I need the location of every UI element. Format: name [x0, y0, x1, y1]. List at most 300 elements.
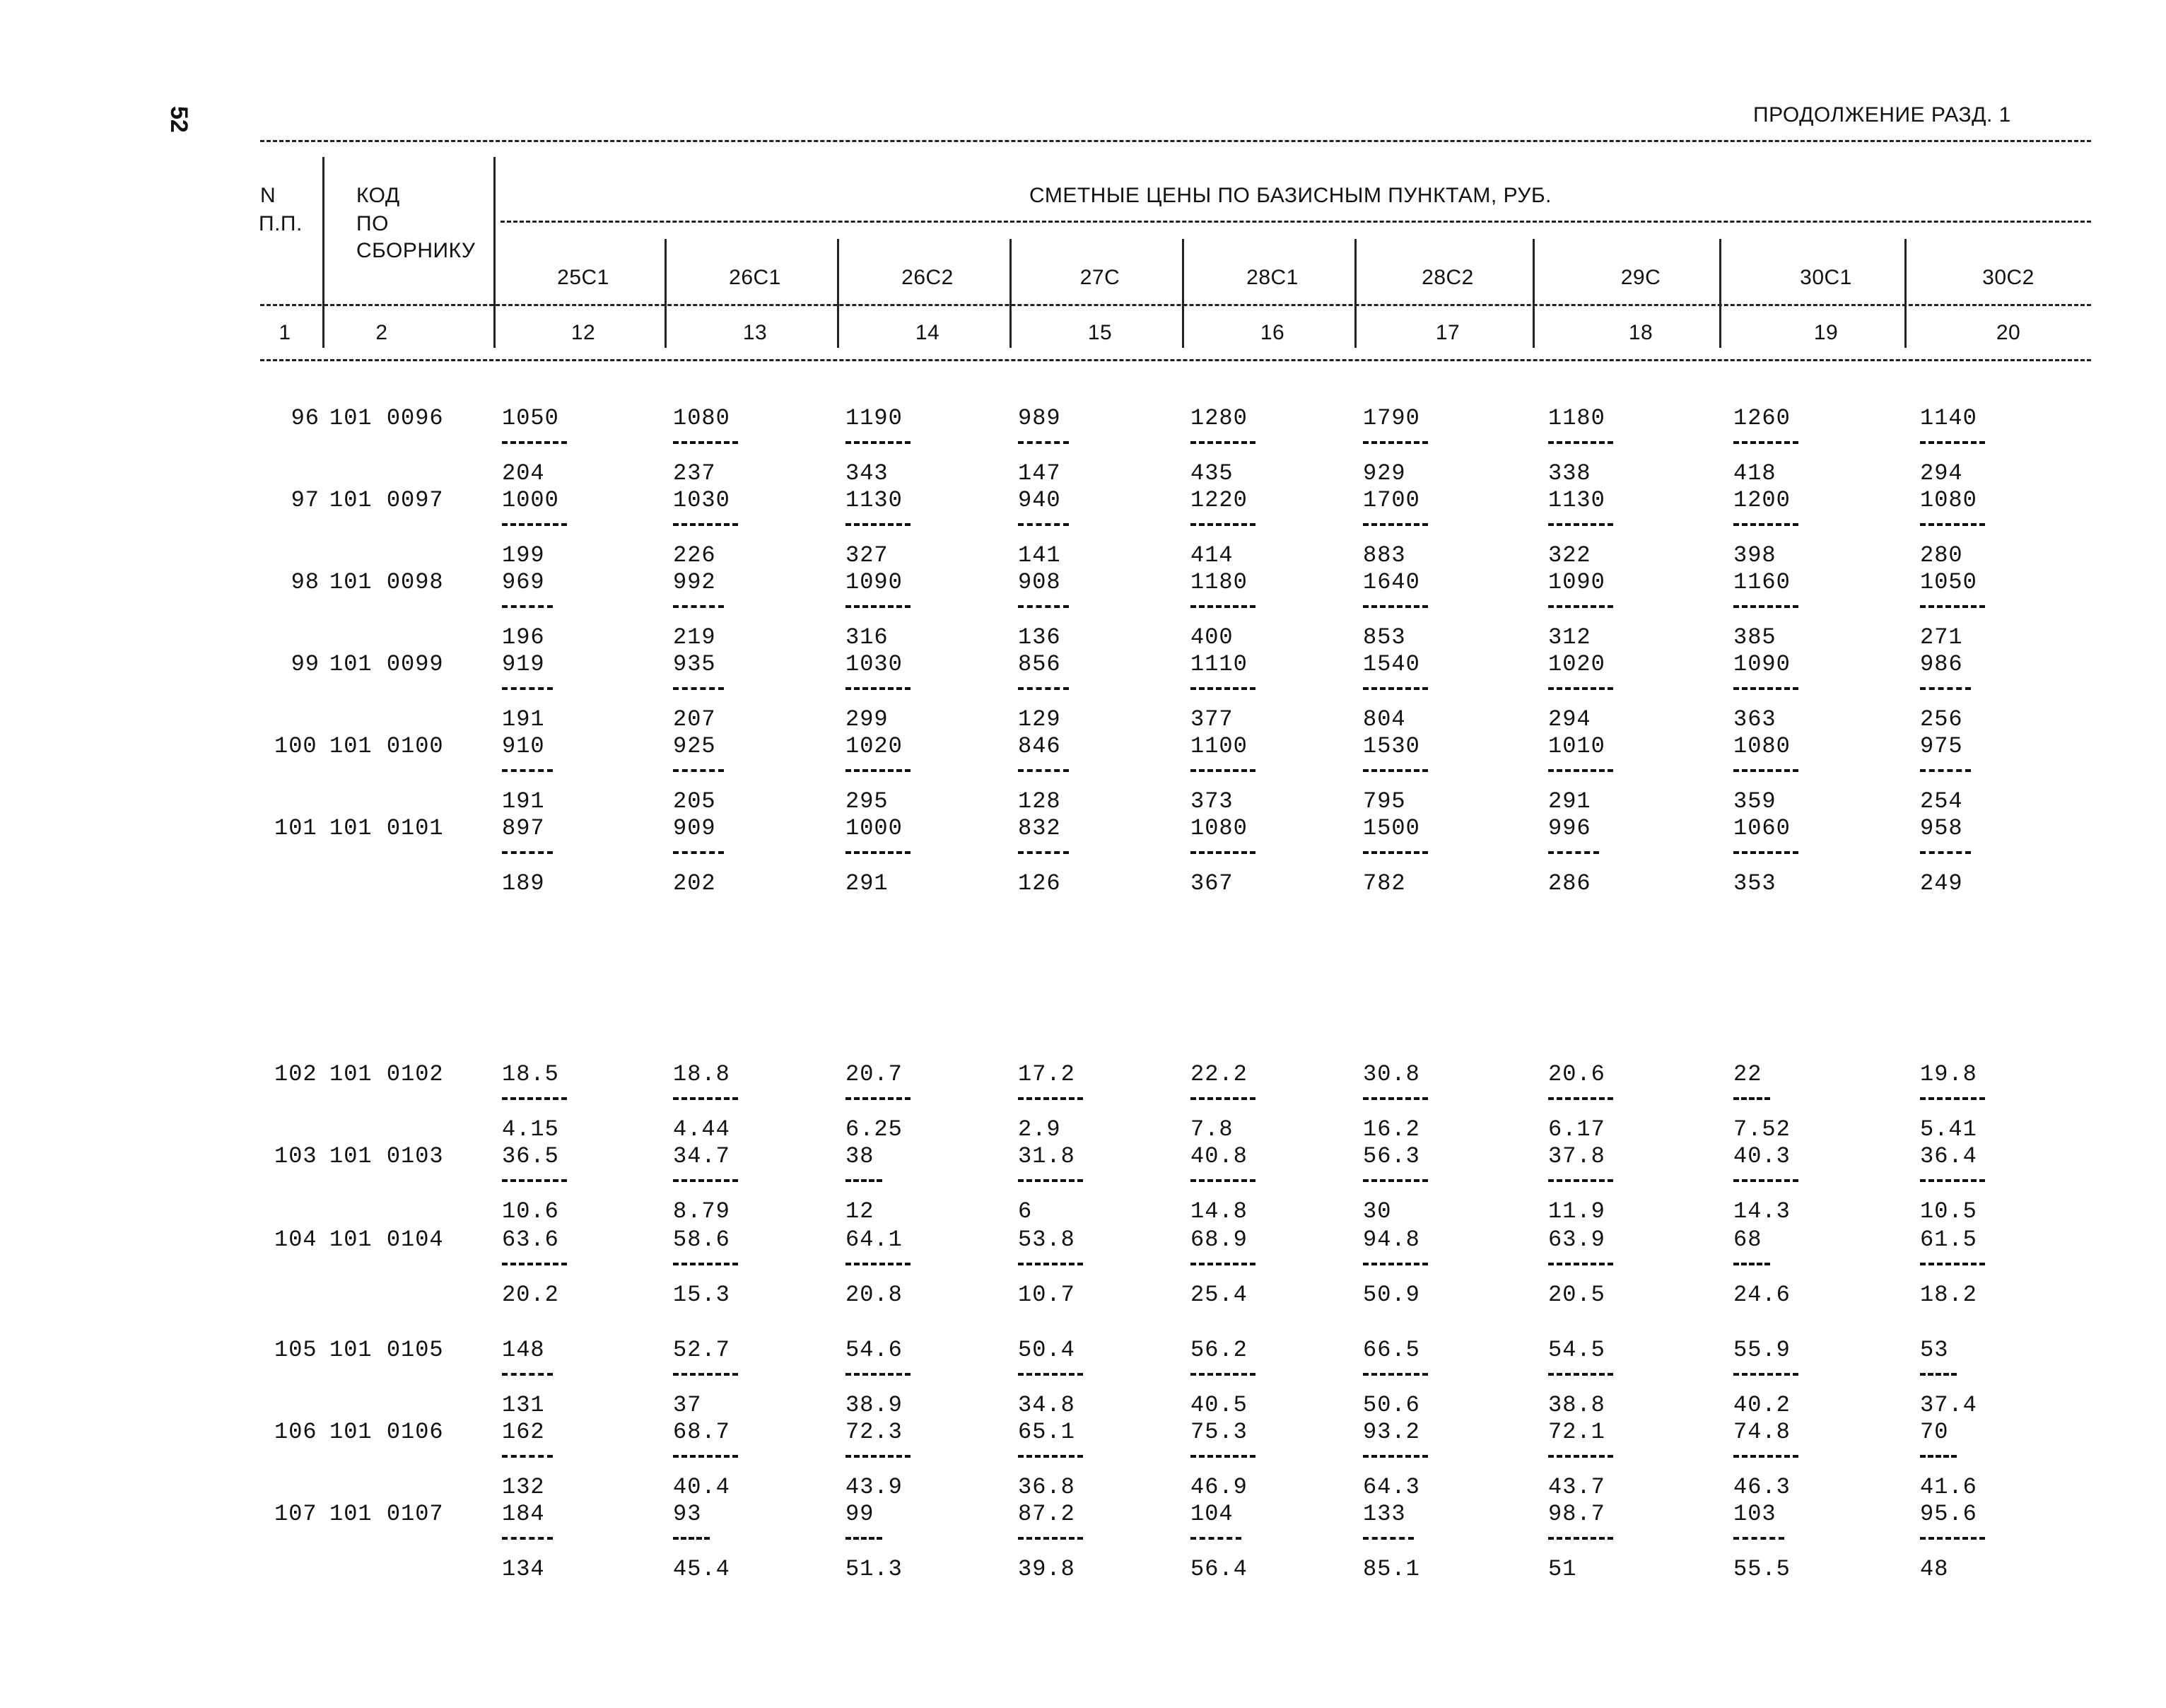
price-numerator: 1540	[1363, 651, 1420, 677]
price-numerator: 1020	[1548, 651, 1605, 677]
price-numerator: 1080	[673, 405, 730, 431]
fraction-bar	[502, 523, 567, 526]
price-numerator: 20.7	[845, 1061, 903, 1087]
price-denominator: 38.8	[1548, 1392, 1605, 1418]
fraction-bar	[502, 605, 553, 608]
price-numerator: 1030	[845, 651, 903, 677]
fraction-bar	[1363, 523, 1428, 526]
price-numerator: 40.3	[1733, 1143, 1791, 1169]
price-numerator: 52.7	[673, 1337, 730, 1363]
header-rule-bottom	[260, 359, 2091, 361]
header-no-line2: П.П.	[259, 212, 303, 235]
price-numerator: 68.7	[673, 1419, 730, 1445]
price-denominator: 46.9	[1190, 1474, 1248, 1500]
price-numerator: 66.5	[1363, 1337, 1420, 1363]
price-denominator: 56.4	[1190, 1556, 1248, 1582]
price-denominator: 418	[1733, 460, 1776, 486]
fraction-bar	[1733, 441, 1798, 444]
fraction-bar	[1363, 769, 1428, 772]
price-numerator: 93.2	[1363, 1419, 1420, 1445]
fraction-bar	[845, 1373, 911, 1376]
price-numerator: 1010	[1548, 733, 1605, 759]
fraction-bar	[1548, 1179, 1613, 1182]
price-numerator: 95.6	[1920, 1501, 1977, 1527]
fraction-bar	[1548, 851, 1599, 854]
fraction-bar	[1018, 1373, 1083, 1376]
price-denominator: 131	[502, 1392, 545, 1418]
fraction-bar	[1733, 851, 1798, 854]
price-numerator: 64.1	[845, 1227, 903, 1253]
price-numerator: 1080	[1190, 815, 1248, 841]
price-denominator: 202	[673, 870, 716, 896]
price-numerator: 1100	[1190, 733, 1248, 759]
price-denominator: 373	[1190, 788, 1234, 814]
price-numerator: 1180	[1548, 405, 1605, 431]
section-continuation-note: ПРОДОЛЖЕНИЕ РАЗД. 1	[1753, 103, 2011, 127]
price-numerator: 1140	[1920, 405, 1977, 431]
column-number-1: 1	[279, 321, 291, 344]
fraction-bar	[845, 523, 911, 526]
price-denominator: 254	[1920, 788, 1963, 814]
price-numerator: 87.2	[1018, 1501, 1075, 1527]
fraction-bar	[1190, 851, 1255, 854]
fraction-bar	[1363, 1537, 1414, 1540]
fraction-bar	[1733, 1537, 1784, 1540]
fraction-bar	[502, 1455, 553, 1458]
row-number: 107	[274, 1501, 317, 1527]
price-numerator: 1640	[1363, 569, 1420, 595]
price-numerator: 1260	[1733, 405, 1791, 431]
price-denominator: 141	[1018, 542, 1061, 568]
column-divider	[665, 239, 667, 348]
price-denominator: 10.5	[1920, 1198, 1977, 1224]
price-numerator: 18.5	[502, 1061, 559, 1087]
fraction-bar	[1548, 687, 1613, 690]
price-numerator: 909	[673, 815, 716, 841]
column-number-20: 20	[1996, 321, 2021, 344]
price-denominator: 147	[1018, 460, 1061, 486]
price-denominator: 6.25	[845, 1116, 903, 1142]
price-denominator: 37	[673, 1392, 702, 1418]
price-numerator: 919	[502, 651, 545, 677]
price-numerator: 1500	[1363, 815, 1420, 841]
price-denominator: 41.6	[1920, 1474, 1977, 1500]
fraction-bar	[673, 769, 724, 772]
price-denominator: 55.5	[1733, 1556, 1791, 1582]
row-number: 96	[291, 405, 320, 431]
column-code-28С2: 28С2	[1422, 266, 1474, 289]
price-numerator: 969	[502, 569, 545, 595]
price-numerator: 56.3	[1363, 1143, 1420, 1169]
fraction-bar	[845, 1455, 911, 1458]
fraction-bar	[1920, 851, 1971, 854]
fraction-bar	[1363, 1097, 1428, 1100]
price-numerator: 63.6	[502, 1227, 559, 1253]
fraction-bar	[673, 1179, 738, 1182]
header-no-line1: N	[260, 184, 276, 207]
fraction-bar	[1548, 1537, 1613, 1540]
price-denominator: 128	[1018, 788, 1061, 814]
price-denominator: 291	[845, 870, 889, 896]
column-number-12: 12	[570, 321, 596, 344]
price-denominator: 46.3	[1733, 1474, 1791, 1500]
price-denominator: 316	[845, 624, 889, 650]
price-denominator: 359	[1733, 788, 1776, 814]
price-numerator: 72.1	[1548, 1419, 1605, 1445]
column-number-15: 15	[1087, 321, 1113, 344]
fraction-bar	[502, 1097, 567, 1100]
fraction-bar	[1733, 687, 1798, 690]
row-number: 100	[274, 733, 317, 759]
price-numerator: 74.8	[1733, 1419, 1791, 1445]
price-numerator: 1020	[845, 733, 903, 759]
fraction-bar	[1920, 1373, 1957, 1376]
price-numerator: 19.8	[1920, 1061, 1977, 1087]
price-numerator: 1050	[502, 405, 559, 431]
fraction-bar	[1190, 605, 1255, 608]
price-numerator: 65.1	[1018, 1419, 1075, 1445]
price-denominator: 134	[502, 1556, 545, 1582]
fraction-bar	[1733, 769, 1798, 772]
price-denominator: 191	[502, 706, 545, 732]
price-denominator: 883	[1363, 542, 1406, 568]
column-number-18: 18	[1628, 321, 1653, 344]
header-code-line2: ПО	[356, 212, 389, 235]
price-denominator: 5.41	[1920, 1116, 1977, 1142]
price-denominator: 343	[845, 460, 889, 486]
price-numerator: 20.6	[1548, 1061, 1605, 1087]
header-code-line1: КОД	[356, 184, 400, 207]
price-numerator: 63.9	[1548, 1227, 1605, 1253]
fraction-bar	[1920, 523, 1985, 526]
price-numerator: 93	[673, 1501, 702, 1527]
price-denominator: 804	[1363, 706, 1406, 732]
price-numerator: 22.2	[1190, 1061, 1248, 1087]
fraction-bar	[1363, 687, 1428, 690]
price-denominator: 7.52	[1733, 1116, 1791, 1142]
column-number-14: 14	[915, 321, 940, 344]
price-numerator: 103	[1733, 1501, 1776, 1527]
fraction-bar	[845, 851, 911, 854]
fraction-bar	[1920, 605, 1985, 608]
price-denominator: 30	[1363, 1198, 1392, 1224]
fraction-bar	[502, 769, 553, 772]
row-number: 102	[274, 1061, 317, 1087]
price-denominator: 51	[1548, 1556, 1577, 1582]
price-numerator: 1110	[1190, 651, 1248, 677]
fraction-bar	[502, 1373, 553, 1376]
price-denominator: 435	[1190, 460, 1234, 486]
fraction-bar	[673, 851, 724, 854]
row-code: 101 0097	[329, 487, 444, 513]
price-numerator: 986	[1920, 651, 1963, 677]
price-denominator: 38.9	[845, 1392, 903, 1418]
price-numerator: 54.5	[1548, 1337, 1605, 1363]
price-denominator: 48	[1920, 1556, 1949, 1582]
price-numerator: 1000	[502, 487, 559, 513]
fraction-bar	[1920, 1455, 1957, 1458]
price-numerator: 1700	[1363, 487, 1420, 513]
price-denominator: 385	[1733, 624, 1776, 650]
price-denominator: 219	[673, 624, 716, 650]
price-denominator: 327	[845, 542, 889, 568]
fraction-bar	[1018, 1097, 1083, 1100]
price-denominator: 338	[1548, 460, 1591, 486]
fraction-bar	[673, 523, 738, 526]
price-denominator: 40.5	[1190, 1392, 1248, 1418]
price-numerator: 1160	[1733, 569, 1791, 595]
fraction-bar	[845, 687, 911, 690]
price-numerator: 1190	[845, 405, 903, 431]
price-denominator: 4.44	[673, 1116, 730, 1142]
price-denominator: 7.8	[1190, 1116, 1234, 1142]
fraction-bar	[1733, 1263, 1770, 1265]
column-number-2: 2	[375, 321, 388, 344]
price-denominator: 6.17	[1548, 1116, 1605, 1142]
fraction-bar	[1548, 523, 1613, 526]
price-denominator: 40.4	[673, 1474, 730, 1500]
fraction-bar	[1363, 1455, 1428, 1458]
price-numerator: 54.6	[845, 1337, 903, 1363]
price-denominator: 312	[1548, 624, 1591, 650]
price-denominator: 15.3	[673, 1282, 730, 1308]
price-denominator: 280	[1920, 542, 1963, 568]
price-numerator: 68	[1733, 1227, 1762, 1253]
price-numerator: 68.9	[1190, 1227, 1248, 1253]
fraction-bar	[1733, 1373, 1798, 1376]
fraction-bar	[502, 1263, 567, 1265]
column-number-17: 17	[1435, 321, 1460, 344]
row-code: 101 0103	[329, 1143, 444, 1169]
fraction-bar	[1190, 523, 1255, 526]
price-numerator: 31.8	[1018, 1143, 1075, 1169]
price-denominator: 20.2	[502, 1282, 559, 1308]
fraction-bar	[1548, 1263, 1613, 1265]
price-numerator: 94.8	[1363, 1227, 1420, 1253]
price-numerator: 99	[845, 1501, 874, 1527]
price-numerator: 1200	[1733, 487, 1791, 513]
price-numerator: 940	[1018, 487, 1061, 513]
price-numerator: 908	[1018, 569, 1061, 595]
row-number: 106	[274, 1419, 317, 1445]
fraction-bar	[1190, 1179, 1255, 1182]
column-code-26С2: 26С2	[901, 266, 954, 289]
price-denominator: 20.8	[845, 1282, 903, 1308]
fraction-bar	[673, 1097, 738, 1100]
fraction-bar	[1733, 1179, 1798, 1182]
price-denominator: 11.9	[1548, 1198, 1605, 1224]
fraction-bar	[1190, 1097, 1255, 1100]
row-code: 101 0099	[329, 651, 444, 677]
fraction-bar	[1920, 687, 1971, 690]
column-number-19: 19	[1813, 321, 1839, 344]
fraction-bar	[845, 1263, 911, 1265]
price-numerator: 1790	[1363, 405, 1420, 431]
column-divider	[1182, 239, 1184, 348]
price-numerator: 36.4	[1920, 1143, 1977, 1169]
price-numerator: 55.9	[1733, 1337, 1791, 1363]
column-number-16: 16	[1260, 321, 1285, 344]
price-denominator: 294	[1548, 706, 1591, 732]
price-denominator: 20.5	[1548, 1282, 1605, 1308]
price-numerator: 1180	[1190, 569, 1248, 595]
price-numerator: 148	[502, 1337, 545, 1363]
fraction-bar	[1548, 1097, 1613, 1100]
price-denominator: 795	[1363, 788, 1406, 814]
fraction-bar	[1018, 851, 1069, 854]
price-denominator: 286	[1548, 870, 1591, 896]
price-numerator: 38	[845, 1143, 874, 1169]
header-prices-title: СМЕТНЫЕ ЦЕНЫ ПО БАЗИСНЫМ ПУНКТАМ, РУБ.	[1029, 184, 1552, 207]
row-number: 99	[291, 651, 320, 677]
fraction-bar	[1733, 1455, 1798, 1458]
price-numerator: 133	[1363, 1501, 1406, 1527]
fraction-bar	[673, 1263, 738, 1265]
column-code-30С1: 30С1	[1800, 266, 1852, 289]
price-denominator: 10.6	[502, 1198, 559, 1224]
price-numerator: 53.8	[1018, 1227, 1075, 1253]
fraction-bar	[1363, 851, 1428, 854]
fraction-bar	[1018, 687, 1069, 690]
price-denominator: 129	[1018, 706, 1061, 732]
fraction-bar	[1018, 605, 1069, 608]
row-code: 101 0096	[329, 405, 444, 431]
fraction-bar	[845, 605, 911, 608]
price-numerator: 50.4	[1018, 1337, 1075, 1363]
fraction-bar	[1548, 1455, 1613, 1458]
fraction-bar	[673, 1455, 738, 1458]
header-rule-prices	[500, 221, 2091, 223]
price-numerator: 1220	[1190, 487, 1248, 513]
fraction-bar	[1363, 441, 1428, 444]
price-numerator: 75.3	[1190, 1419, 1248, 1445]
fraction-bar	[1190, 1263, 1255, 1265]
price-denominator: 189	[502, 870, 545, 896]
price-numerator: 61.5	[1920, 1227, 1977, 1253]
price-denominator: 205	[673, 788, 716, 814]
price-numerator: 1000	[845, 815, 903, 841]
fraction-bar	[1018, 769, 1069, 772]
column-divider-no	[322, 157, 324, 348]
fraction-bar	[502, 1537, 553, 1540]
fraction-bar	[1190, 1455, 1255, 1458]
price-numerator: 1080	[1733, 733, 1791, 759]
price-denominator: 853	[1363, 624, 1406, 650]
price-denominator: 199	[502, 542, 545, 568]
column-divider	[1533, 239, 1535, 348]
price-denominator: 353	[1733, 870, 1776, 896]
fraction-bar	[1018, 523, 1069, 526]
header-code-line3: СБОРНИКУ	[356, 239, 476, 262]
row-number: 105	[274, 1337, 317, 1363]
fraction-bar	[845, 1179, 882, 1182]
price-denominator: 271	[1920, 624, 1963, 650]
price-denominator: 256	[1920, 706, 1963, 732]
price-numerator: 58.6	[673, 1227, 730, 1253]
fraction-bar	[1190, 1373, 1255, 1376]
price-numerator: 1060	[1733, 815, 1791, 841]
fraction-bar	[1920, 1537, 1985, 1540]
row-code: 101 0104	[329, 1227, 444, 1253]
price-denominator: 36.8	[1018, 1474, 1075, 1500]
price-numerator: 992	[673, 569, 716, 595]
price-numerator: 72.3	[845, 1419, 903, 1445]
price-numerator: 910	[502, 733, 545, 759]
price-numerator: 975	[1920, 733, 1963, 759]
column-divider	[493, 239, 496, 348]
price-denominator: 4.15	[502, 1116, 559, 1142]
price-denominator: 294	[1920, 460, 1963, 486]
price-numerator: 1050	[1920, 569, 1977, 595]
column-code-28С1: 28С1	[1246, 266, 1299, 289]
fraction-bar	[1363, 1263, 1428, 1265]
fraction-bar	[1733, 523, 1798, 526]
row-number: 103	[274, 1143, 317, 1169]
fraction-bar	[502, 441, 567, 444]
price-numerator: 37.8	[1548, 1143, 1605, 1169]
price-numerator: 1530	[1363, 733, 1420, 759]
column-code-25С1: 25С1	[557, 266, 609, 289]
price-numerator: 40.8	[1190, 1143, 1248, 1169]
price-numerator: 989	[1018, 405, 1061, 431]
column-code-27С: 27С	[1079, 266, 1120, 289]
fraction-bar	[1363, 1373, 1428, 1376]
column-divider	[1354, 239, 1357, 348]
fraction-bar	[1733, 605, 1798, 608]
price-numerator: 897	[502, 815, 545, 841]
fraction-bar	[845, 441, 911, 444]
fraction-bar	[1190, 769, 1255, 772]
price-denominator: 237	[673, 460, 716, 486]
price-numerator: 856	[1018, 651, 1061, 677]
row-code: 101 0107	[329, 1501, 444, 1527]
fraction-bar	[1018, 1179, 1083, 1182]
price-denominator: 398	[1733, 542, 1776, 568]
price-numerator: 34.7	[673, 1143, 730, 1169]
price-denominator: 132	[502, 1474, 545, 1500]
column-divider	[837, 239, 839, 348]
fraction-bar	[1548, 441, 1613, 444]
price-denominator: 34.8	[1018, 1392, 1075, 1418]
price-denominator: 367	[1190, 870, 1234, 896]
row-code: 101 0100	[329, 733, 444, 759]
page-number: 52	[165, 106, 192, 133]
price-denominator: 85.1	[1363, 1556, 1420, 1582]
price-numerator: 935	[673, 651, 716, 677]
price-denominator: 45.4	[673, 1556, 730, 1582]
price-denominator: 299	[845, 706, 889, 732]
price-numerator: 1090	[1548, 569, 1605, 595]
price-denominator: 322	[1548, 542, 1591, 568]
price-numerator: 53	[1920, 1337, 1949, 1363]
header-rule-top	[260, 140, 2091, 142]
price-denominator: 136	[1018, 624, 1061, 650]
price-denominator: 377	[1190, 706, 1234, 732]
price-numerator: 1130	[845, 487, 903, 513]
price-denominator: 196	[502, 624, 545, 650]
fraction-bar	[1190, 1537, 1241, 1540]
price-numerator: 832	[1018, 815, 1061, 841]
price-denominator: 207	[673, 706, 716, 732]
fraction-bar	[1018, 441, 1069, 444]
fraction-bar	[1920, 1179, 1985, 1182]
fraction-bar	[673, 441, 738, 444]
fraction-bar	[1548, 769, 1613, 772]
row-number: 101	[274, 815, 317, 841]
fraction-bar	[1190, 441, 1255, 444]
fraction-bar	[1548, 605, 1613, 608]
price-denominator: 10.7	[1018, 1282, 1075, 1308]
